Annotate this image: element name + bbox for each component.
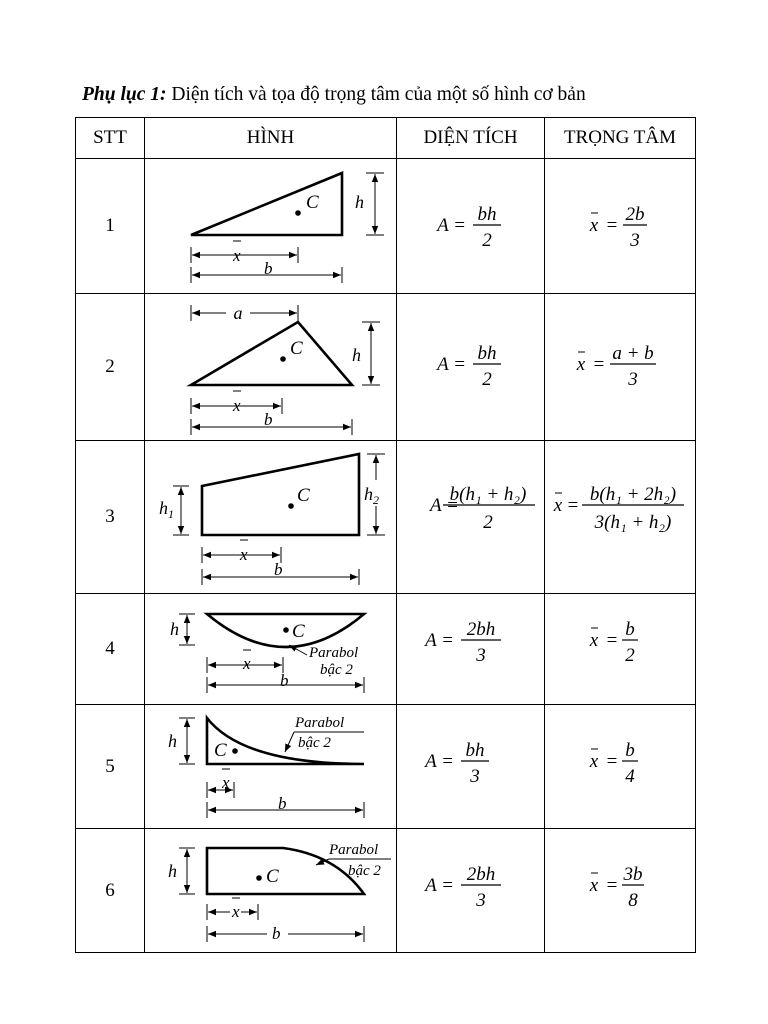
height-right-label: $h_2$	[363, 483, 379, 507]
xbar-label: x	[231, 901, 240, 921]
area-formula	[398, 829, 544, 947]
centroid-label: C	[213, 739, 227, 761]
centroid-dot	[280, 356, 286, 362]
centroid-label: C	[305, 191, 319, 213]
formula-numerator: 2bh	[466, 864, 495, 885]
centroid-label: C	[291, 620, 305, 642]
caption-colon: :	[160, 84, 172, 105]
formula-equals: =	[606, 215, 617, 236]
centroid-cell	[545, 441, 696, 594]
formula-lhs: x	[589, 630, 598, 651]
area-cell	[397, 294, 545, 441]
formula-denominator: 3(h₁ + h₂)	[594, 512, 671, 533]
centroid-formula	[546, 294, 695, 435]
formula-equals: =	[606, 875, 617, 896]
formula-denominator: 3	[475, 645, 486, 666]
centroid-formula	[546, 159, 695, 288]
xbar-label: x	[232, 395, 241, 415]
curve-label: Parabol	[328, 841, 378, 858]
figure-cell	[145, 294, 397, 441]
formula-denominator: 3	[629, 230, 640, 251]
centroid-dot	[288, 503, 294, 509]
centroid-cell	[545, 705, 696, 829]
area-formula	[398, 294, 544, 435]
area-cell	[397, 829, 545, 953]
oblique-triangle-figure	[146, 297, 396, 438]
formula-numerator: bh	[477, 204, 496, 225]
formula-numerator: b(h₁ + 2h₂)	[589, 484, 676, 505]
base-label: b	[263, 258, 272, 278]
formula-denominator: 4	[624, 766, 635, 787]
offset-label: a	[233, 302, 242, 323]
formula-lhs: x	[553, 495, 562, 516]
base-label: b	[279, 670, 288, 690]
height-label: h	[169, 618, 179, 639]
figure-cell	[145, 705, 397, 829]
table-row	[76, 594, 696, 705]
header-stt: STT	[76, 118, 145, 159]
row-number: 5	[76, 705, 145, 829]
half-parabolic-area-figure	[146, 832, 396, 950]
formula-numerator: b(h₁ + h₂)	[449, 484, 526, 505]
row-number: 1	[76, 159, 145, 294]
formula-lhs: A =	[436, 354, 466, 375]
curve-degree: bậc 2	[297, 734, 331, 751]
caption-lead: Phụ lục 1	[82, 84, 161, 105]
area-formula	[398, 159, 544, 288]
area-cell	[397, 705, 545, 829]
xbar-label: x	[221, 772, 230, 792]
trapezoid-figure	[146, 444, 396, 591]
formula-lhs: x	[576, 354, 585, 375]
formula-numerator: 2b	[625, 204, 644, 225]
centroid-cell	[545, 159, 696, 294]
formula-denominator: 3	[469, 766, 480, 787]
formula-equals: =	[593, 354, 604, 375]
formula-equals: =	[606, 751, 617, 772]
table-row	[76, 159, 696, 294]
row-number: 2	[76, 294, 145, 441]
figure-cell	[145, 594, 397, 705]
height-label: h	[351, 344, 361, 365]
formula-numerator: b	[624, 619, 635, 640]
parabolic-area-figure	[146, 708, 396, 826]
centroid-formula	[546, 705, 695, 823]
base-label: b	[263, 409, 272, 429]
xbar-label: x	[239, 544, 248, 564]
formula-numerator: bh	[477, 343, 496, 364]
height-label: h	[354, 191, 364, 212]
centroid-label: C	[265, 865, 279, 887]
formula-equals: =	[606, 630, 617, 651]
centroid-formula	[546, 441, 695, 588]
formula-denominator: 2	[481, 230, 492, 251]
base-label: b	[271, 923, 280, 943]
formula-denominator: 3	[627, 369, 638, 390]
height-label: h	[167, 860, 177, 881]
area-formula	[398, 594, 544, 699]
centroid-dot	[295, 210, 301, 216]
formula-lhs: A =	[424, 875, 454, 896]
centroid-formula	[546, 594, 695, 699]
formula-lhs: A =	[424, 630, 454, 651]
figure-cell	[145, 441, 397, 594]
formula-lhs: x	[589, 215, 598, 236]
area-formula	[398, 705, 544, 823]
figure-cell	[145, 829, 397, 953]
centroid-label: C	[289, 337, 303, 359]
centroid-dot	[232, 748, 238, 754]
base-label: b	[277, 793, 286, 813]
formula-numerator: b	[624, 740, 635, 761]
formula-denominator: 8	[627, 890, 638, 911]
curve-label: Parabol	[308, 644, 358, 661]
appendix-table	[75, 117, 696, 953]
formula-numerator: 3b	[623, 864, 642, 885]
table-row	[76, 829, 696, 953]
xbar-label: x	[242, 653, 251, 673]
centroid-cell	[545, 294, 696, 441]
row-number: 3	[76, 441, 145, 594]
formula-denominator: 2	[481, 369, 492, 390]
centroid-dot	[256, 875, 262, 881]
centroid-label: C	[296, 484, 310, 506]
height-left-label: $h_1$	[158, 497, 174, 521]
table-header-row	[76, 118, 696, 159]
curve-degree: bậc 2	[347, 862, 381, 879]
formula-numerator: a + b	[611, 343, 654, 364]
header-figure: HÌNH	[145, 118, 397, 159]
formula-lhs: x	[589, 875, 598, 896]
area-cell	[397, 594, 545, 705]
table-row	[76, 705, 696, 829]
table-row	[76, 294, 696, 441]
formula-denominator: 3	[475, 890, 486, 911]
figure-cell	[145, 159, 397, 294]
area-formula	[398, 441, 544, 588]
formula-denominator: 2	[624, 645, 635, 666]
formula-denominator: 2	[482, 512, 493, 533]
parabolic-spandrel-figure	[146, 597, 396, 702]
centroid-cell	[545, 829, 696, 953]
formula-equals: =	[567, 495, 578, 516]
appendix-caption	[82, 84, 586, 106]
centroid-cell	[545, 594, 696, 705]
height-label: h	[167, 730, 177, 751]
curve-label: Parabol	[294, 714, 344, 731]
centroid-formula	[546, 829, 695, 947]
row-number: 4	[76, 594, 145, 705]
formula-numerator: 2bh	[466, 619, 495, 640]
curve-degree: bậc 2	[319, 661, 353, 678]
formula-lhs: A =	[424, 751, 454, 772]
row-number: 6	[76, 829, 145, 953]
header-centroid: TRỌNG TÂM	[545, 118, 696, 159]
formula-numerator: bh	[465, 740, 484, 761]
centroid-dot	[283, 627, 289, 633]
header-area: DIỆN TÍCH	[397, 118, 545, 159]
formula-lhs: A =	[436, 215, 466, 236]
base-label: b	[273, 559, 282, 579]
xbar-label: x	[232, 245, 241, 265]
formula-lhs: A =	[429, 495, 459, 516]
right-triangle-figure	[146, 162, 396, 291]
table-row	[76, 441, 696, 594]
formula-lhs: x	[589, 751, 598, 772]
area-cell	[397, 159, 545, 294]
caption-text: Diện tích và tọa độ trọng tâm của một số hình cơ bản	[171, 84, 586, 105]
area-cell	[397, 441, 545, 594]
